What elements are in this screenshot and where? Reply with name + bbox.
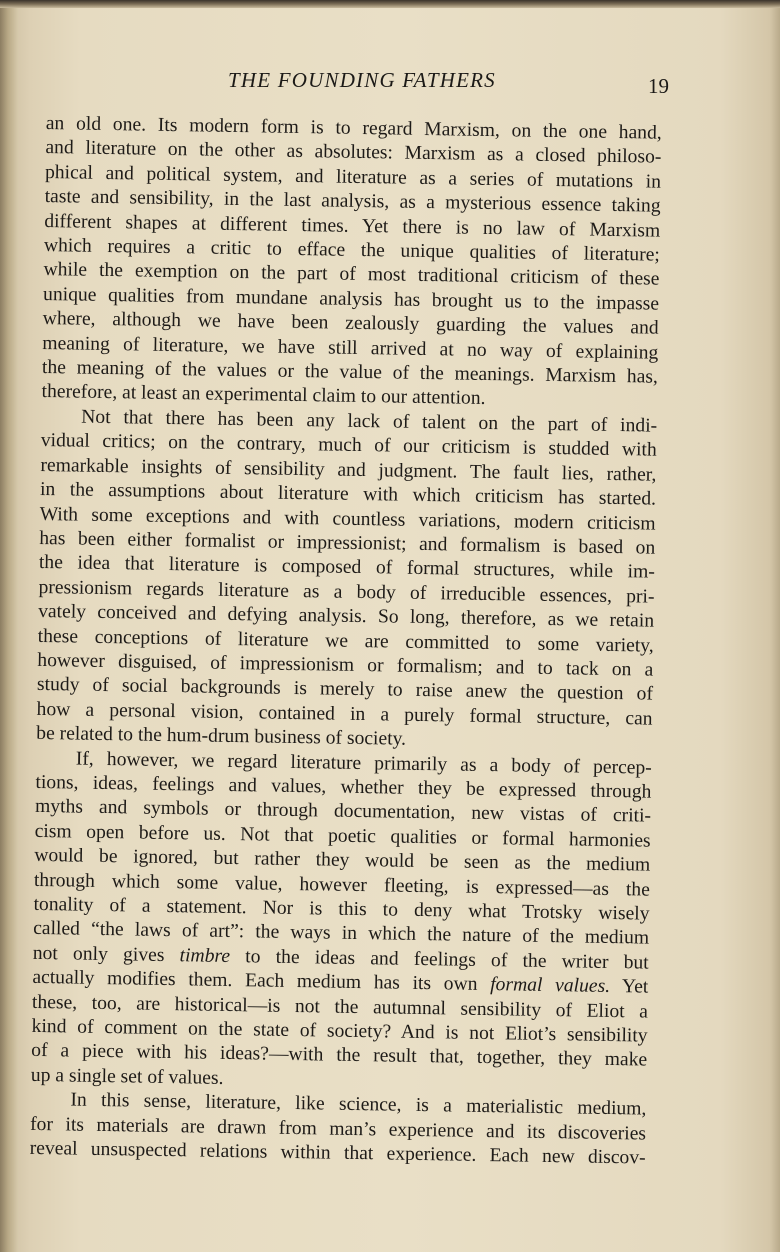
running-head: THE FOUNDING FATHERS: [228, 68, 496, 92]
text-line: phical and political system, and literature as a series of mutations in: [44, 161, 662, 193]
text-line: of a piece with his ideas?—with the result that, together, they make: [31, 1040, 648, 1071]
text-line: where, although we have been zealously guarding the values and: [42, 308, 659, 339]
text-line: Not that there has been any lack of talent on the part of indi-: [81, 406, 658, 437]
text-line: while the exemption on the part of most traditional criticism of these: [43, 259, 660, 291]
text-line: and literature on the other as absolutes: Marxism as a closed philoso-: [45, 137, 662, 169]
text-line: therefore, at least an experimental claim to our attention.: [41, 381, 486, 410]
text-line: be related to the hum-drum business of society.: [36, 723, 407, 750]
text-line: unique qualities from mundane analysis has brought us to the impasse: [42, 283, 660, 315]
text-line: has been either formalist or impressionist; and formalism is based on: [39, 527, 656, 559]
text-line: which requires a critic to efface the unique qualities of literature;: [43, 235, 660, 266]
text-line: myths and symbols or through documentation, new vistas of criti-: [34, 796, 652, 827]
text-line: cism open before us. Not that poetic qualities or formal harmonies: [34, 820, 651, 852]
text-line: the idea that literature is composed of formal structures, while im-: [38, 552, 656, 583]
text-run: Yet: [609, 976, 649, 998]
text-line: study of social backgrounds is merely to raise anew the question of: [36, 674, 654, 705]
page-number: 19: [648, 74, 669, 98]
text-line: called “the laws of art”: the ways in which the nature of the medium: [33, 918, 650, 949]
italic-phrase: formal values.: [490, 974, 611, 998]
text-line: taste and sensibility, in the last analysis, as a mysterious essence taking: [44, 186, 661, 217]
text-line: the meaning of the values or the value of the meanings. Marxism has,: [41, 357, 659, 388]
text-line: In this sense, literature, like science, is a materialistic medium,: [70, 1089, 647, 1120]
text-line: these conceptions of literature we are committed to some variety,: [37, 625, 654, 657]
text-line: remarkable insights of sensibility and judgment. The fault lies, rather,: [40, 454, 657, 486]
text-line: pressionism regards literature as a body of irreducible essences, pri-: [38, 576, 655, 608]
book-spine-shadow: [0, 0, 18, 1252]
text-line: tonality of a statement. Nor is this to deny what Trotsky wisely: [33, 893, 650, 925]
text-line: kind of comment on the state of society? And is not Eliot’s sensibility: [31, 1015, 648, 1047]
text-line: tions, ideas, feelings and values, whether they be expressed through: [35, 771, 652, 803]
text-line: an old one. Its modern form is to regard Marxism, on the one hand,: [45, 112, 662, 144]
text-line: meaning of literature, we have still arrived at no way of explaining: [42, 332, 659, 364]
text-line: If, however, we regard literature primarily as a body of percep-: [75, 748, 652, 779]
text-line: through which some value, however fleeting, is expressed—as the: [33, 869, 651, 901]
page-top-edge: [0, 0, 780, 8]
text-line: vately conceived and defying analysis. So long, therefore, as we retain: [37, 601, 655, 632]
text-line: up a single set of values.: [30, 1064, 224, 1089]
text-line: different shapes at different times. Yet there is no law of Marxism: [44, 210, 661, 242]
text-line: With some exceptions and with countless variations, modern criticism: [39, 503, 656, 535]
text-line: for its materials are drawn from man’s experience and its discoveries: [29, 1113, 647, 1145]
text-line: reveal unsuspected relations within that experience. Each new discov-: [29, 1137, 646, 1169]
text-run: to the ideas and feelings of the writer but: [229, 945, 649, 974]
italic-word: timbre: [179, 945, 231, 967]
body-text: [30, 112, 662, 1171]
text-line: how a personal vision, contained in a purely formal structure, can: [36, 698, 653, 730]
text-run: actually modifies them. Each medium has its own: [32, 967, 491, 996]
text-line: would be ignored, but rather they would be seen as the medium: [34, 845, 651, 876]
text-run: not only gives: [32, 942, 180, 967]
text-line: vidual critics; on the contrary, much of our criticism is studded with: [40, 430, 657, 461]
text-line: in the assumptions about literature with which criticism has started.: [39, 479, 657, 510]
text-line: these, too, are historical—is not the autumnal sensibility of Eliot a: [31, 991, 649, 1023]
text-line: however disguised, of impressionism or formalism; and to tack on a: [37, 649, 654, 681]
